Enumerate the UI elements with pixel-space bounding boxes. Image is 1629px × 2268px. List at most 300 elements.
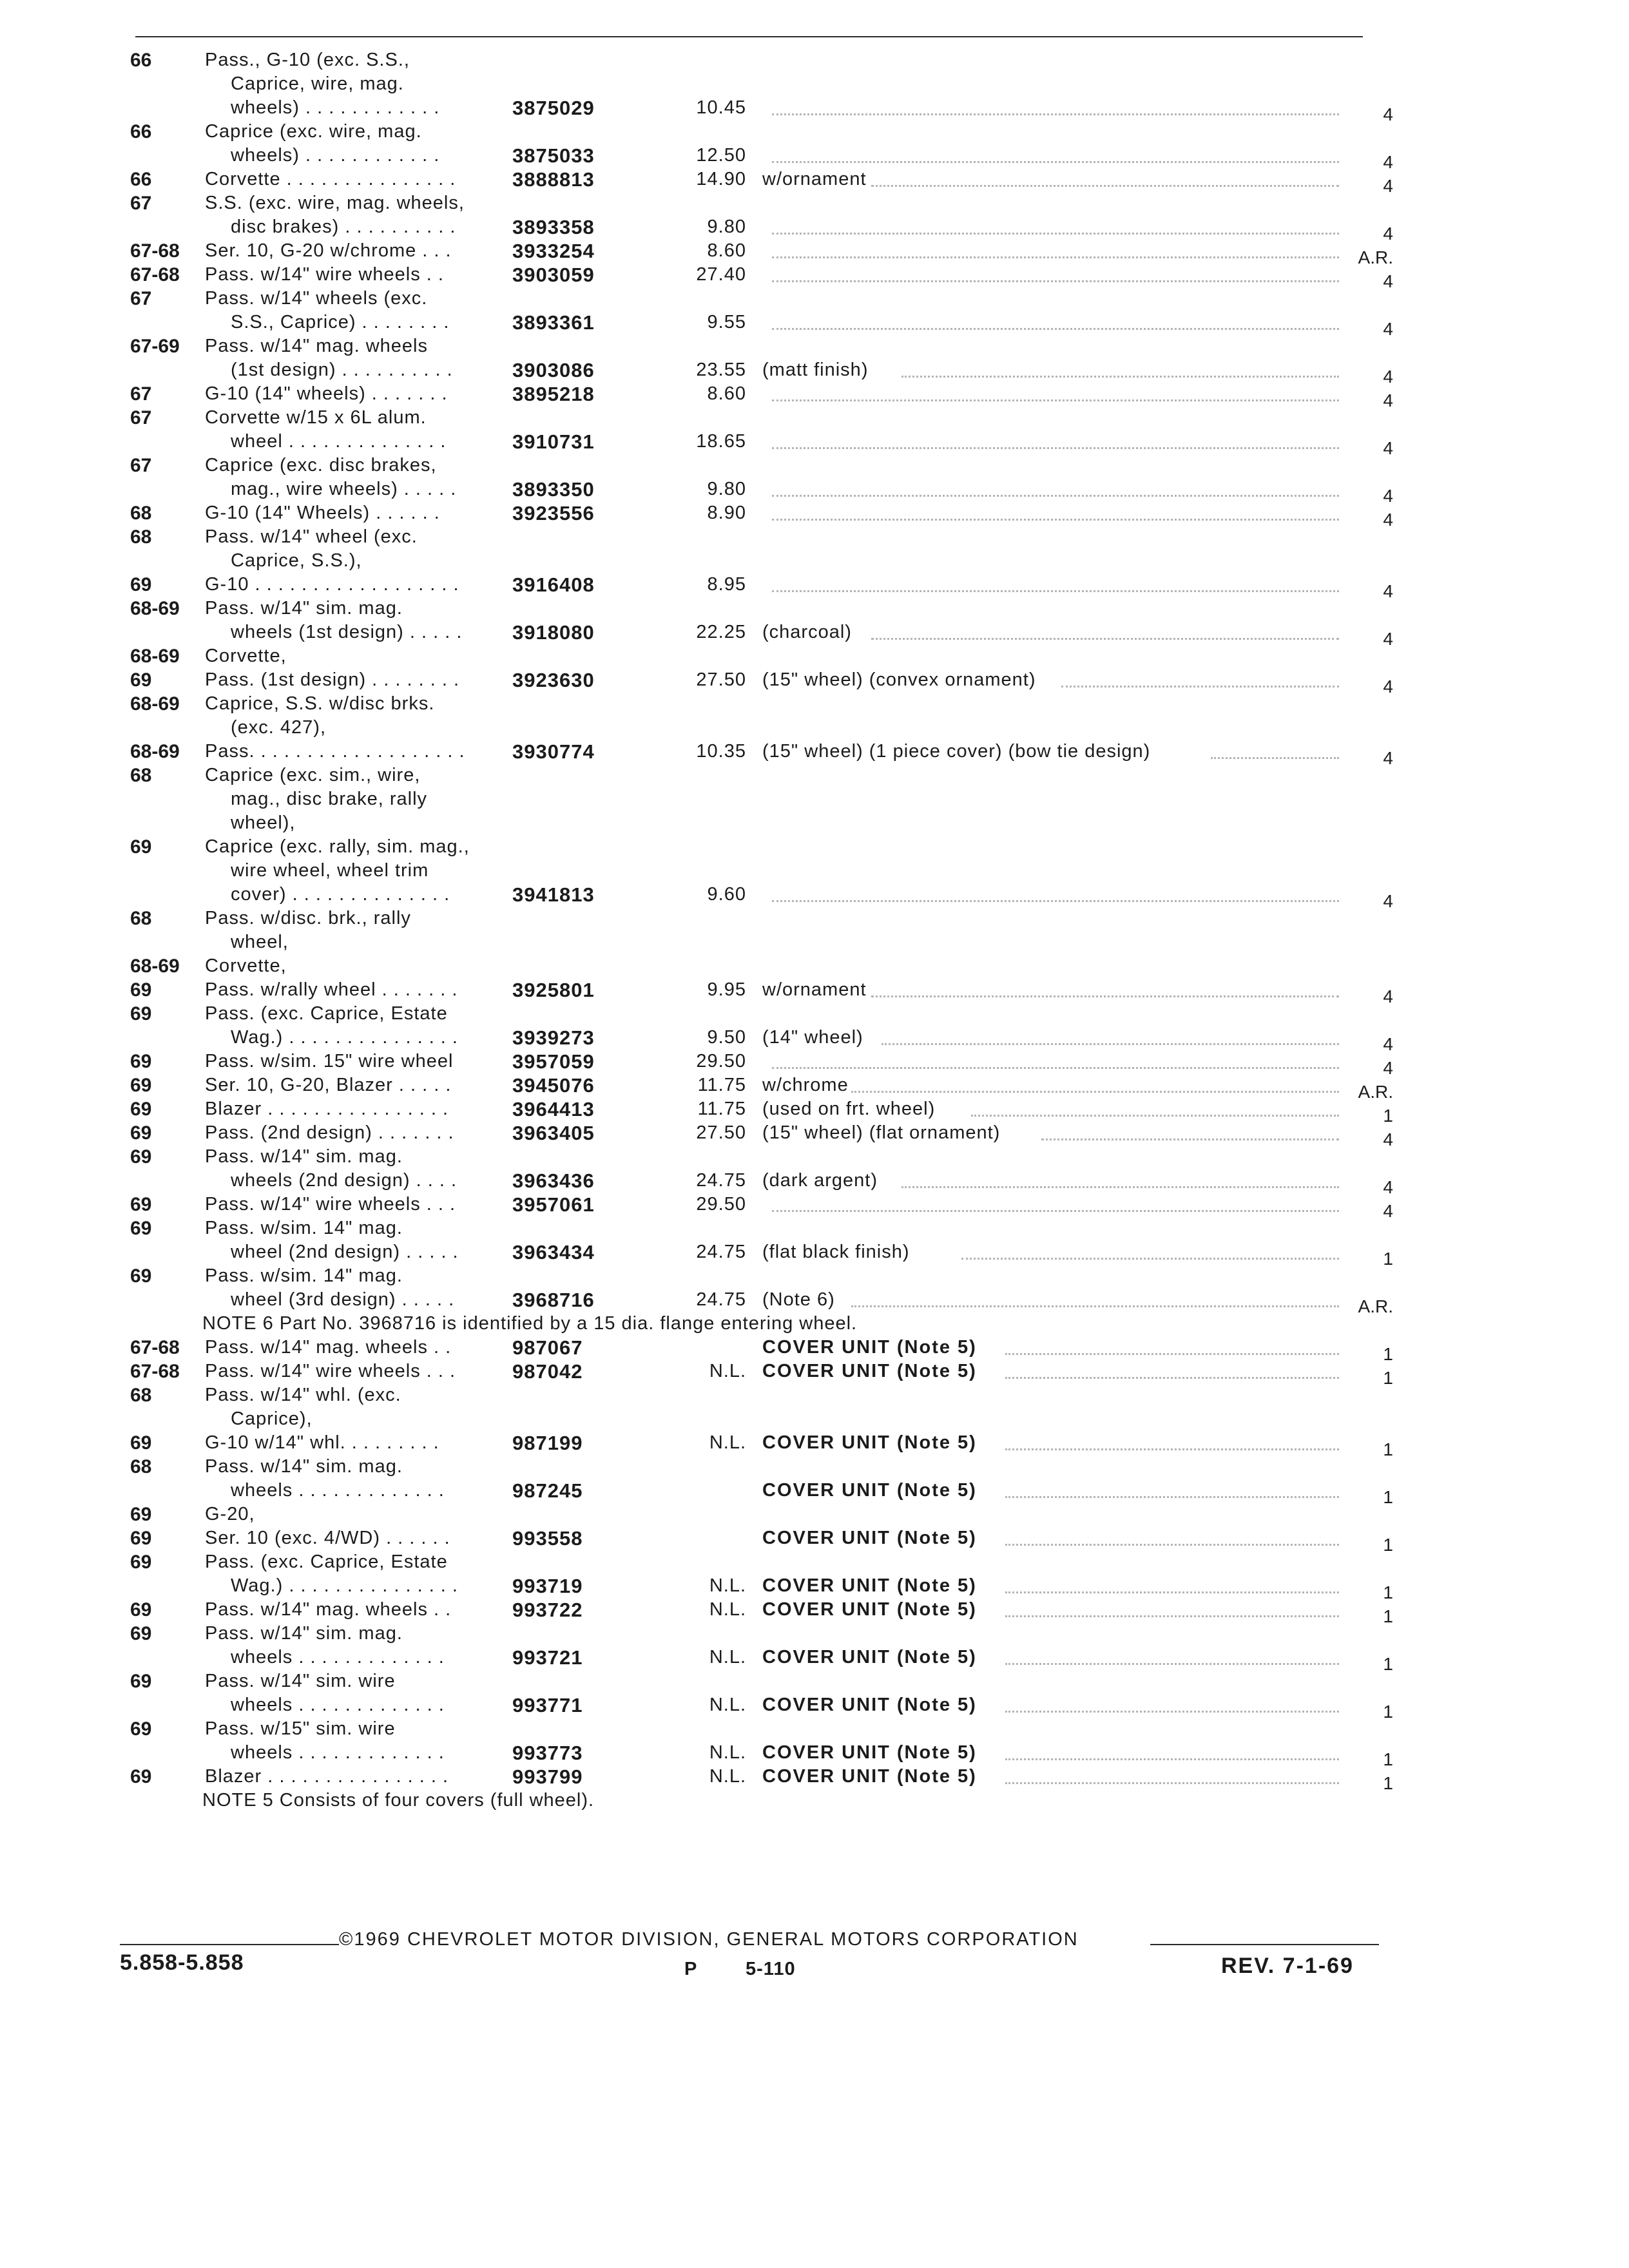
table-row bbox=[0, 1145, 1629, 1169]
item-description: Pass. (1st design) . . . . . . . . bbox=[205, 669, 460, 690]
item-remark: (Note 6) bbox=[762, 1289, 835, 1310]
table-row bbox=[0, 72, 1629, 96]
quantity: 4 bbox=[1383, 1058, 1393, 1078]
item-remark: COVER UNIT (Note 5) bbox=[762, 1742, 977, 1763]
item-description: S.S., Caprice) . . . . . . . . bbox=[231, 312, 450, 332]
dot-leader bbox=[1005, 1544, 1339, 1546]
quantity: 4 bbox=[1383, 438, 1393, 458]
item-remark: (matt finish) bbox=[762, 360, 869, 380]
item-description: Pass. w/sim. 14" mag. bbox=[205, 1218, 403, 1238]
item-description: wheels . . . . . . . . . . . . . bbox=[231, 1742, 445, 1763]
model-year: 69 bbox=[130, 1623, 152, 1644]
item-description: Pass. w/14" sim. mag. bbox=[205, 1146, 403, 1167]
item-description: wire wheel, wheel trim bbox=[231, 860, 429, 881]
model-year: 68 bbox=[130, 1385, 152, 1406]
list-price: 9.60 bbox=[707, 884, 746, 905]
model-year: 68-69 bbox=[130, 741, 180, 762]
table-row bbox=[0, 477, 1629, 506]
item-description: Corvette . . . . . . . . . . . . . . . bbox=[205, 169, 456, 189]
list-price: 8.95 bbox=[707, 574, 746, 595]
item-description: Pass., G-10 (exc. S.S., bbox=[205, 50, 410, 70]
list-price: 9.50 bbox=[707, 1027, 746, 1048]
dot-leader bbox=[1005, 1448, 1339, 1450]
part-number: 3930774 bbox=[512, 740, 595, 763]
part-number: 3895218 bbox=[512, 383, 595, 405]
list-price: 12.50 bbox=[696, 145, 746, 166]
quantity: 4 bbox=[1383, 390, 1393, 410]
dot-leader bbox=[851, 1091, 1339, 1093]
dot-leader bbox=[1005, 1353, 1339, 1355]
table-row bbox=[0, 1073, 1629, 1102]
dot-leader bbox=[901, 1186, 1340, 1188]
table-row bbox=[0, 144, 1629, 172]
item-description: Caprice (exc. wire, mag. bbox=[205, 121, 422, 142]
list-price: N.L. bbox=[709, 1742, 746, 1763]
model-year: 68-69 bbox=[130, 646, 180, 667]
quantity: 4 bbox=[1383, 581, 1393, 601]
model-year: 69 bbox=[130, 1718, 152, 1740]
item-remark: (dark argent) bbox=[762, 1170, 878, 1191]
model-year: 69 bbox=[130, 1265, 152, 1287]
model-year: 66 bbox=[130, 50, 152, 71]
item-description: Caprice (exc. sim., wire, bbox=[205, 765, 421, 785]
list-price: N.L. bbox=[709, 1695, 746, 1715]
item-description: Caprice, S.S.), bbox=[231, 550, 362, 571]
top-rule bbox=[135, 36, 1363, 37]
quantity: 4 bbox=[1383, 152, 1393, 172]
part-number: 3923630 bbox=[512, 669, 595, 691]
table-row bbox=[0, 1383, 1629, 1407]
model-year: 67-68 bbox=[130, 264, 180, 285]
note-row bbox=[0, 1789, 1629, 1812]
table-row bbox=[0, 978, 1629, 1006]
part-number: 3893350 bbox=[512, 478, 595, 501]
table-row bbox=[0, 1169, 1629, 1197]
part-number: 3968716 bbox=[512, 1289, 595, 1311]
table-row bbox=[0, 96, 1629, 124]
quantity: 1 bbox=[1383, 1487, 1393, 1507]
list-price: N.L. bbox=[709, 1599, 746, 1620]
part-number: 3923556 bbox=[512, 502, 595, 524]
quantity: 4 bbox=[1383, 1129, 1393, 1149]
model-year: 68-69 bbox=[130, 693, 180, 715]
list-price: 9.55 bbox=[707, 312, 746, 332]
item-description: Ser. 10 (exc. 4/WD) . . . . . . bbox=[205, 1528, 450, 1548]
dot-leader bbox=[1005, 1782, 1339, 1784]
item-description: Pass. (exc. Caprice, Estate bbox=[205, 1552, 448, 1572]
note-text: NOTE 5 Consists of four covers (full wheel). bbox=[202, 1790, 595, 1811]
part-number: 3939273 bbox=[512, 1026, 595, 1049]
dot-leader bbox=[1005, 1663, 1339, 1665]
list-price: N.L. bbox=[709, 1766, 746, 1787]
model-year: 68-69 bbox=[130, 598, 180, 619]
item-description: wheels . . . . . . . . . . . . . bbox=[231, 1647, 445, 1667]
item-description: Pass. w/15" sim. wire bbox=[205, 1718, 396, 1739]
list-price: 8.60 bbox=[707, 383, 746, 404]
quantity: 4 bbox=[1383, 486, 1393, 506]
item-description: Caprice (exc. disc brakes, bbox=[205, 455, 437, 476]
model-year: 69 bbox=[130, 1599, 152, 1620]
dot-leader bbox=[772, 399, 1339, 401]
item-description: Pass. w/14" sim. wire bbox=[205, 1671, 396, 1691]
list-price: 27.50 bbox=[696, 1122, 746, 1143]
copyright-line: ©1969 CHEVROLET MOTOR DIVISION, GENERAL MOTORS CORPORATION bbox=[339, 1929, 1079, 1950]
table-row bbox=[0, 907, 1629, 930]
model-year: 68 bbox=[130, 526, 152, 548]
quantity: 4 bbox=[1383, 629, 1393, 649]
quantity: A.R. bbox=[1358, 1082, 1393, 1102]
dot-leader bbox=[871, 185, 1339, 187]
item-description: wheel . . . . . . . . . . . . . . bbox=[231, 431, 447, 452]
item-description: Pass. w/14" wheel (exc. bbox=[205, 526, 418, 547]
model-year: 69 bbox=[130, 1075, 152, 1096]
item-remark: (15" wheel) (flat ornament) bbox=[762, 1122, 1001, 1143]
table-row bbox=[0, 1765, 1629, 1793]
table-row bbox=[0, 215, 1629, 244]
item-description: mag., wire wheels) . . . . . bbox=[231, 479, 457, 499]
table-row bbox=[0, 1216, 1629, 1240]
part-number: 987067 bbox=[512, 1336, 583, 1359]
part-number: 993722 bbox=[512, 1599, 583, 1621]
item-remark: (flat black finish) bbox=[762, 1242, 910, 1262]
part-number: 3963436 bbox=[512, 1169, 595, 1192]
list-price: 10.45 bbox=[696, 97, 746, 118]
model-year: 68-69 bbox=[130, 956, 180, 977]
part-number: 3903059 bbox=[512, 264, 595, 286]
list-price: 9.80 bbox=[707, 216, 746, 237]
item-description: wheel (3rd design) . . . . . bbox=[231, 1289, 455, 1310]
dot-leader bbox=[772, 233, 1339, 235]
table-row bbox=[0, 1288, 1629, 1316]
model-year: 67-69 bbox=[130, 336, 180, 357]
model-year: 67-68 bbox=[130, 1337, 180, 1358]
part-number: 993799 bbox=[512, 1765, 583, 1788]
item-description: Ser. 10, G-20, Blazer . . . . . bbox=[205, 1075, 452, 1095]
item-description: Pass. w/disc. brk., rally bbox=[205, 908, 411, 928]
dot-leader bbox=[1005, 1758, 1339, 1760]
item-description: Pass. w/sim. 14" mag. bbox=[205, 1265, 403, 1286]
model-year: 67 bbox=[130, 383, 152, 405]
item-remark: COVER UNIT (Note 5) bbox=[762, 1575, 977, 1596]
table-row bbox=[0, 311, 1629, 339]
item-remark: COVER UNIT (Note 5) bbox=[762, 1361, 977, 1381]
model-year: 67 bbox=[130, 193, 152, 214]
quantity: 1 bbox=[1383, 1702, 1393, 1722]
list-price: 10.35 bbox=[696, 741, 746, 762]
quantity: 4 bbox=[1383, 748, 1393, 768]
list-price: 18.65 bbox=[696, 431, 746, 452]
model-year: 69 bbox=[130, 574, 152, 595]
revision-date: REV. 7-1-69 bbox=[1221, 1954, 1354, 1978]
item-remark: (15" wheel) (1 piece cover) (bow tie design) bbox=[762, 741, 1151, 762]
table-row bbox=[0, 787, 1629, 811]
table-row bbox=[0, 740, 1629, 768]
part-number: 993771 bbox=[512, 1694, 583, 1716]
quantity: 4 bbox=[1383, 986, 1393, 1006]
dot-leader bbox=[961, 1258, 1340, 1260]
item-remark: COVER UNIT (Note 5) bbox=[762, 1432, 977, 1453]
table-row bbox=[0, 930, 1629, 954]
item-description: Corvette w/15 x 6L alum. bbox=[205, 407, 427, 428]
part-number: 993773 bbox=[512, 1742, 583, 1764]
table-row bbox=[0, 1407, 1629, 1431]
table-row bbox=[0, 1431, 1629, 1459]
table-row bbox=[0, 716, 1629, 740]
item-remark: (charcoal) bbox=[762, 622, 852, 642]
quantity: 4 bbox=[1383, 1034, 1393, 1054]
item-description: Blazer . . . . . . . . . . . . . . . . bbox=[205, 1766, 449, 1787]
item-description: Pass. . . . . . . . . . . . . . . . . . . bbox=[205, 741, 465, 762]
model-year: 69 bbox=[130, 1671, 152, 1692]
part-number: 987199 bbox=[512, 1432, 583, 1454]
table-row bbox=[0, 1574, 1629, 1602]
quantity: 4 bbox=[1383, 271, 1393, 291]
table-row bbox=[0, 1669, 1629, 1693]
list-price: 11.75 bbox=[697, 1075, 746, 1095]
quantity: 4 bbox=[1383, 176, 1393, 196]
model-year: 69 bbox=[130, 1051, 152, 1072]
table-row bbox=[0, 48, 1629, 72]
item-description: wheels) . . . . . . . . . . . . bbox=[231, 145, 440, 166]
parts-list bbox=[0, 48, 1629, 1812]
dot-leader bbox=[1005, 1591, 1339, 1593]
table-row bbox=[0, 191, 1629, 215]
table-row bbox=[0, 287, 1629, 311]
part-number: 3957061 bbox=[512, 1193, 595, 1216]
table-row bbox=[0, 597, 1629, 620]
quantity: 1 bbox=[1383, 1582, 1393, 1602]
table-row bbox=[0, 1741, 1629, 1769]
quantity: 1 bbox=[1383, 1606, 1393, 1626]
dot-leader bbox=[1061, 686, 1340, 687]
quantity: 1 bbox=[1383, 1535, 1393, 1555]
item-description: wheel), bbox=[231, 812, 296, 833]
dot-leader bbox=[971, 1115, 1339, 1117]
item-remark: w/ornament bbox=[762, 169, 867, 189]
item-description: Pass. w/14" mag. wheels bbox=[205, 336, 428, 356]
table-row bbox=[0, 263, 1629, 291]
table-row bbox=[0, 859, 1629, 883]
table-row bbox=[0, 835, 1629, 859]
table-row bbox=[0, 239, 1629, 267]
table-row bbox=[0, 692, 1629, 716]
note-row bbox=[0, 1312, 1629, 1336]
part-number: 3916408 bbox=[512, 573, 595, 596]
item-description: wheel, bbox=[231, 932, 289, 952]
item-description: (exc. 427), bbox=[231, 717, 326, 738]
quantity: 4 bbox=[1383, 367, 1393, 387]
quantity: 1 bbox=[1383, 1439, 1393, 1459]
dot-leader bbox=[772, 113, 1339, 115]
item-remark: w/chrome bbox=[762, 1075, 849, 1095]
table-row bbox=[0, 1526, 1629, 1555]
list-price: 27.40 bbox=[696, 264, 746, 285]
quantity: 1 bbox=[1383, 1773, 1393, 1793]
item-description: (1st design) . . . . . . . . . . bbox=[231, 360, 453, 380]
list-price: 8.60 bbox=[707, 240, 746, 261]
table-row bbox=[0, 406, 1629, 430]
list-price: N.L. bbox=[709, 1432, 746, 1453]
table-row bbox=[0, 1240, 1629, 1269]
item-description: Wag.) . . . . . . . . . . . . . . . bbox=[231, 1027, 458, 1048]
part-number: 987042 bbox=[512, 1360, 583, 1383]
list-price: 24.75 bbox=[696, 1170, 746, 1191]
table-row bbox=[0, 1717, 1629, 1741]
item-description: Corvette, bbox=[205, 646, 287, 666]
dot-leader bbox=[871, 638, 1339, 640]
table-row bbox=[0, 954, 1629, 978]
item-description: wheels . . . . . . . . . . . . . bbox=[231, 1695, 445, 1715]
item-remark: COVER UNIT (Note 5) bbox=[762, 1599, 977, 1620]
item-description: Caprice), bbox=[231, 1408, 313, 1429]
quantity: A.R. bbox=[1358, 1296, 1393, 1316]
part-number: 3875033 bbox=[512, 144, 595, 167]
part-number: 3964413 bbox=[512, 1098, 595, 1120]
table-row bbox=[0, 501, 1629, 530]
part-number: 3963405 bbox=[512, 1122, 595, 1144]
item-description: Pass. w/14" wire wheels . . bbox=[205, 264, 444, 285]
list-price: 24.75 bbox=[696, 1242, 746, 1262]
table-row bbox=[0, 1026, 1629, 1054]
table-row bbox=[0, 1598, 1629, 1626]
item-description: wheels) . . . . . . . . . . . . bbox=[231, 97, 440, 118]
table-row bbox=[0, 168, 1629, 196]
item-description: wheel (2nd design) . . . . . bbox=[231, 1242, 459, 1262]
list-price: 24.75 bbox=[696, 1289, 746, 1310]
table-row bbox=[0, 620, 1629, 649]
dot-leader bbox=[772, 161, 1339, 163]
item-description: Pass. (exc. Caprice, Estate bbox=[205, 1003, 448, 1024]
item-description: mag., disc brake, rally bbox=[231, 789, 428, 809]
table-row bbox=[0, 1622, 1629, 1646]
item-remark: COVER UNIT (Note 5) bbox=[762, 1647, 977, 1667]
item-remark: (14" wheel) bbox=[762, 1027, 863, 1048]
catalog-reference: 5.858-5.858 bbox=[120, 1950, 244, 1975]
part-number: 3925801 bbox=[512, 979, 595, 1001]
model-year: 67 bbox=[130, 288, 152, 309]
list-price: 29.50 bbox=[696, 1194, 746, 1215]
list-price: 29.50 bbox=[696, 1051, 746, 1072]
part-number: 3888813 bbox=[512, 168, 595, 191]
dot-leader bbox=[772, 495, 1339, 497]
quantity: 4 bbox=[1383, 1177, 1393, 1197]
dot-leader bbox=[1041, 1139, 1340, 1140]
item-remark: COVER UNIT (Note 5) bbox=[762, 1766, 977, 1787]
model-year: 69 bbox=[130, 1504, 152, 1525]
item-description: Caprice (exc. rally, sim. mag., bbox=[205, 836, 470, 857]
item-description: Caprice, wire, mag. bbox=[231, 73, 404, 94]
item-description: Pass. w/14" wire wheels . . . bbox=[205, 1361, 456, 1381]
item-description: G-10 (14" Wheels) . . . . . . bbox=[205, 503, 440, 523]
quantity: 1 bbox=[1383, 1749, 1393, 1769]
dot-leader bbox=[772, 256, 1339, 258]
model-year: 67-68 bbox=[130, 1361, 180, 1382]
dot-leader bbox=[772, 590, 1339, 592]
model-year: 68 bbox=[130, 503, 152, 524]
table-row bbox=[0, 525, 1629, 549]
table-row bbox=[0, 1121, 1629, 1149]
model-year: 67-68 bbox=[130, 240, 180, 262]
item-description: Corvette, bbox=[205, 956, 287, 976]
dot-leader bbox=[772, 280, 1339, 282]
table-row bbox=[0, 883, 1629, 911]
part-number: 987245 bbox=[512, 1479, 583, 1502]
item-description: Pass. w/rally wheel . . . . . . . bbox=[205, 979, 458, 1000]
model-year: 69 bbox=[130, 836, 152, 858]
item-remark: (used on frt. wheel) bbox=[762, 1099, 936, 1119]
item-remark: COVER UNIT (Note 5) bbox=[762, 1695, 977, 1715]
item-description: wheels (2nd design) . . . . bbox=[231, 1170, 457, 1191]
item-remark: w/ornament bbox=[762, 979, 867, 1000]
item-description: Pass. w/14" mag. wheels . . bbox=[205, 1599, 452, 1620]
table-row bbox=[0, 1050, 1629, 1078]
item-description: Pass. w/14" mag. wheels . . bbox=[205, 1337, 452, 1358]
table-row bbox=[0, 1193, 1629, 1221]
part-number: 993719 bbox=[512, 1575, 583, 1597]
quantity: 4 bbox=[1383, 319, 1393, 339]
table-row bbox=[0, 1646, 1629, 1674]
dot-leader bbox=[772, 447, 1339, 449]
table-row bbox=[0, 668, 1629, 697]
quantity: A.R. bbox=[1358, 247, 1393, 267]
part-number: 3957059 bbox=[512, 1050, 595, 1073]
quantity: 1 bbox=[1383, 1106, 1393, 1126]
item-description: G-10 (14" wheels) . . . . . . . bbox=[205, 383, 448, 404]
item-description: Pass. w/14" wheels (exc. bbox=[205, 288, 428, 309]
model-year: 69 bbox=[130, 1552, 152, 1573]
model-year: 66 bbox=[130, 121, 152, 142]
dot-leader bbox=[772, 1067, 1339, 1069]
part-number: 993721 bbox=[512, 1646, 583, 1669]
item-description: Blazer . . . . . . . . . . . . . . . . bbox=[205, 1099, 449, 1119]
item-description: G-10 w/14" whl. . . . . . . . . bbox=[205, 1432, 439, 1453]
item-description: Pass. (2nd design) . . . . . . . bbox=[205, 1122, 454, 1143]
table-row bbox=[0, 1550, 1629, 1574]
footer-rule-right bbox=[1150, 1944, 1379, 1945]
model-year: 68 bbox=[130, 1456, 152, 1477]
table-row bbox=[0, 1097, 1629, 1126]
list-price: 23.55 bbox=[696, 360, 746, 380]
table-row bbox=[0, 549, 1629, 573]
model-year: 69 bbox=[130, 1099, 152, 1120]
model-year: 69 bbox=[130, 1122, 152, 1144]
dot-leader bbox=[1005, 1615, 1339, 1617]
table-row bbox=[0, 764, 1629, 787]
dot-leader bbox=[1211, 757, 1339, 759]
item-remark: (15" wheel) (convex ornament) bbox=[762, 669, 1036, 690]
model-year: 69 bbox=[130, 1432, 152, 1454]
quantity: 1 bbox=[1383, 1368, 1393, 1388]
table-row bbox=[0, 573, 1629, 601]
quantity: 4 bbox=[1383, 677, 1393, 697]
item-description: G-10 . . . . . . . . . . . . . . . . . . bbox=[205, 574, 459, 595]
item-description: Pass. w/14" wire wheels . . . bbox=[205, 1194, 456, 1215]
item-remark: COVER UNIT (Note 5) bbox=[762, 1528, 977, 1548]
quantity: 4 bbox=[1383, 104, 1393, 124]
quantity: 1 bbox=[1383, 1344, 1393, 1364]
item-description: S.S. (exc. wire, mag. wheels, bbox=[205, 193, 465, 213]
quantity: 4 bbox=[1383, 510, 1393, 530]
model-year: 69 bbox=[130, 1766, 152, 1787]
part-number: 3875029 bbox=[512, 97, 595, 119]
dot-leader bbox=[772, 1210, 1339, 1212]
item-description: cover) . . . . . . . . . . . . . . bbox=[231, 884, 450, 905]
dot-leader bbox=[901, 376, 1340, 378]
part-number: 3903086 bbox=[512, 359, 595, 381]
part-number: 3945076 bbox=[512, 1074, 595, 1097]
table-row bbox=[0, 382, 1629, 410]
footer-rule-left bbox=[120, 1944, 339, 1945]
